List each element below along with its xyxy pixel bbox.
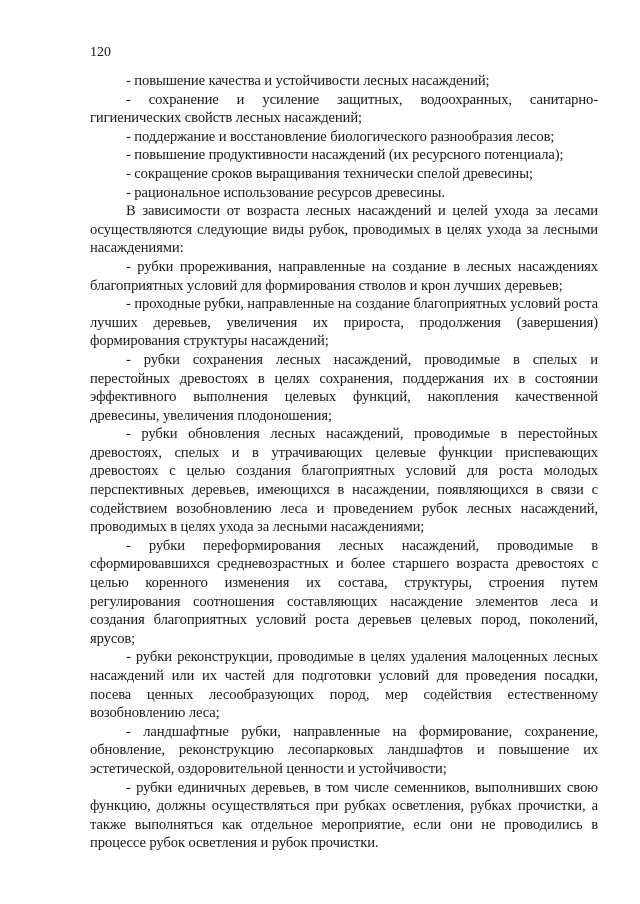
paragraph: - рубки прореживания, направленные на создание в лесных насаждениях благоприятных условий для формирования стволов и крон лучших деревьев; [90,258,598,294]
paragraph: - ландшафтные рубки, направленные на формирование, сохранение, обновление, реконструкцию лесопарковых ландшафтов и повышение их эстетической, оздоровительной ценности и устойчивости; [90,723,598,777]
paragraph: - сокращение сроков выращивания технически спелой древесины; [126,165,533,182]
paragraph: - поддержание и восстановление биологического разнообразия лесов; [126,128,555,145]
paragraph: - рубки единичных деревьев, в том числе семенников, выполнивших свою функцию, должны осуществляться при рубках осветления, рубках прочистки, а также выполняться как отдельное мероприятие, если они не проводились в процессе рубок осветления и рубок прочистки. [90,779,598,852]
paragraph: - повышение качества и устойчивости лесных насаждений; [126,73,490,89]
paragraph: - рубки переформирования лесных насаждений, проводимые в сформировавшихся средневозрастных и более старшего возраста древостоях с целью коренного изменения их состава, структуры, строения путем регулирования соотношения составляющих насаждение элементов леса и создания благоприятных условий роста деревьев целевых пород, поколений, ярусов; [90,537,598,647]
paragraph: - рубки обновления лесных насаждений, проводимые в перестойных древостоях, спелых и в утрачивающих целевые функции приспевающих древостоях с целью создания благоприятных условий для роста молодых перспективных деревьев, имеющихся в насаждении, появляющихся в связи с содействием возобновлению леса и проведением рубок лесных насаждений, проводимых в целях ухода за лесными насаждениями; [90,426,598,536]
paragraph: - рубки реконструкции, проводимые в целях удаления малоценных лесных насаждений или их частей для подготовки условий для проведения посадки, посева ценных лесообразующих пород, мер содействия естественному возобновлению леса; [90,649,598,722]
paragraph: - повышение продуктивности насаждений (их ресурсного потенциала); [126,147,564,164]
paragraph: - рациональное использование ресурсов древесины. [126,184,445,201]
paragraph: - проходные рубки, направленные на создание благоприятных условий роста лучших деревьев, увеличения их прироста, продолжения (завершения) формирования структуры насаждений; [90,296,598,350]
paragraph: - сохранение и усиление защитных, водоохранных, санитарно-гигиенических свойств лесных насаждений; [90,91,598,127]
page-number: 120 [90,45,111,60]
paragraph: - рубки сохранения лесных насаждений, проводимые в спелых и перестойных древостоях в целях сохранения, поддержания их в состоянии эффективного выполнения целевых функций, накопления качественной древесины, увеличения плодоношения; [90,351,598,424]
document-body [90,72,598,853]
paragraph: В зависимости от возраста лесных насаждений и целей ухода за лесами осуществляются следующие виды рубок, проводимых в целях ухода за лесными насаждениями: [90,203,598,257]
